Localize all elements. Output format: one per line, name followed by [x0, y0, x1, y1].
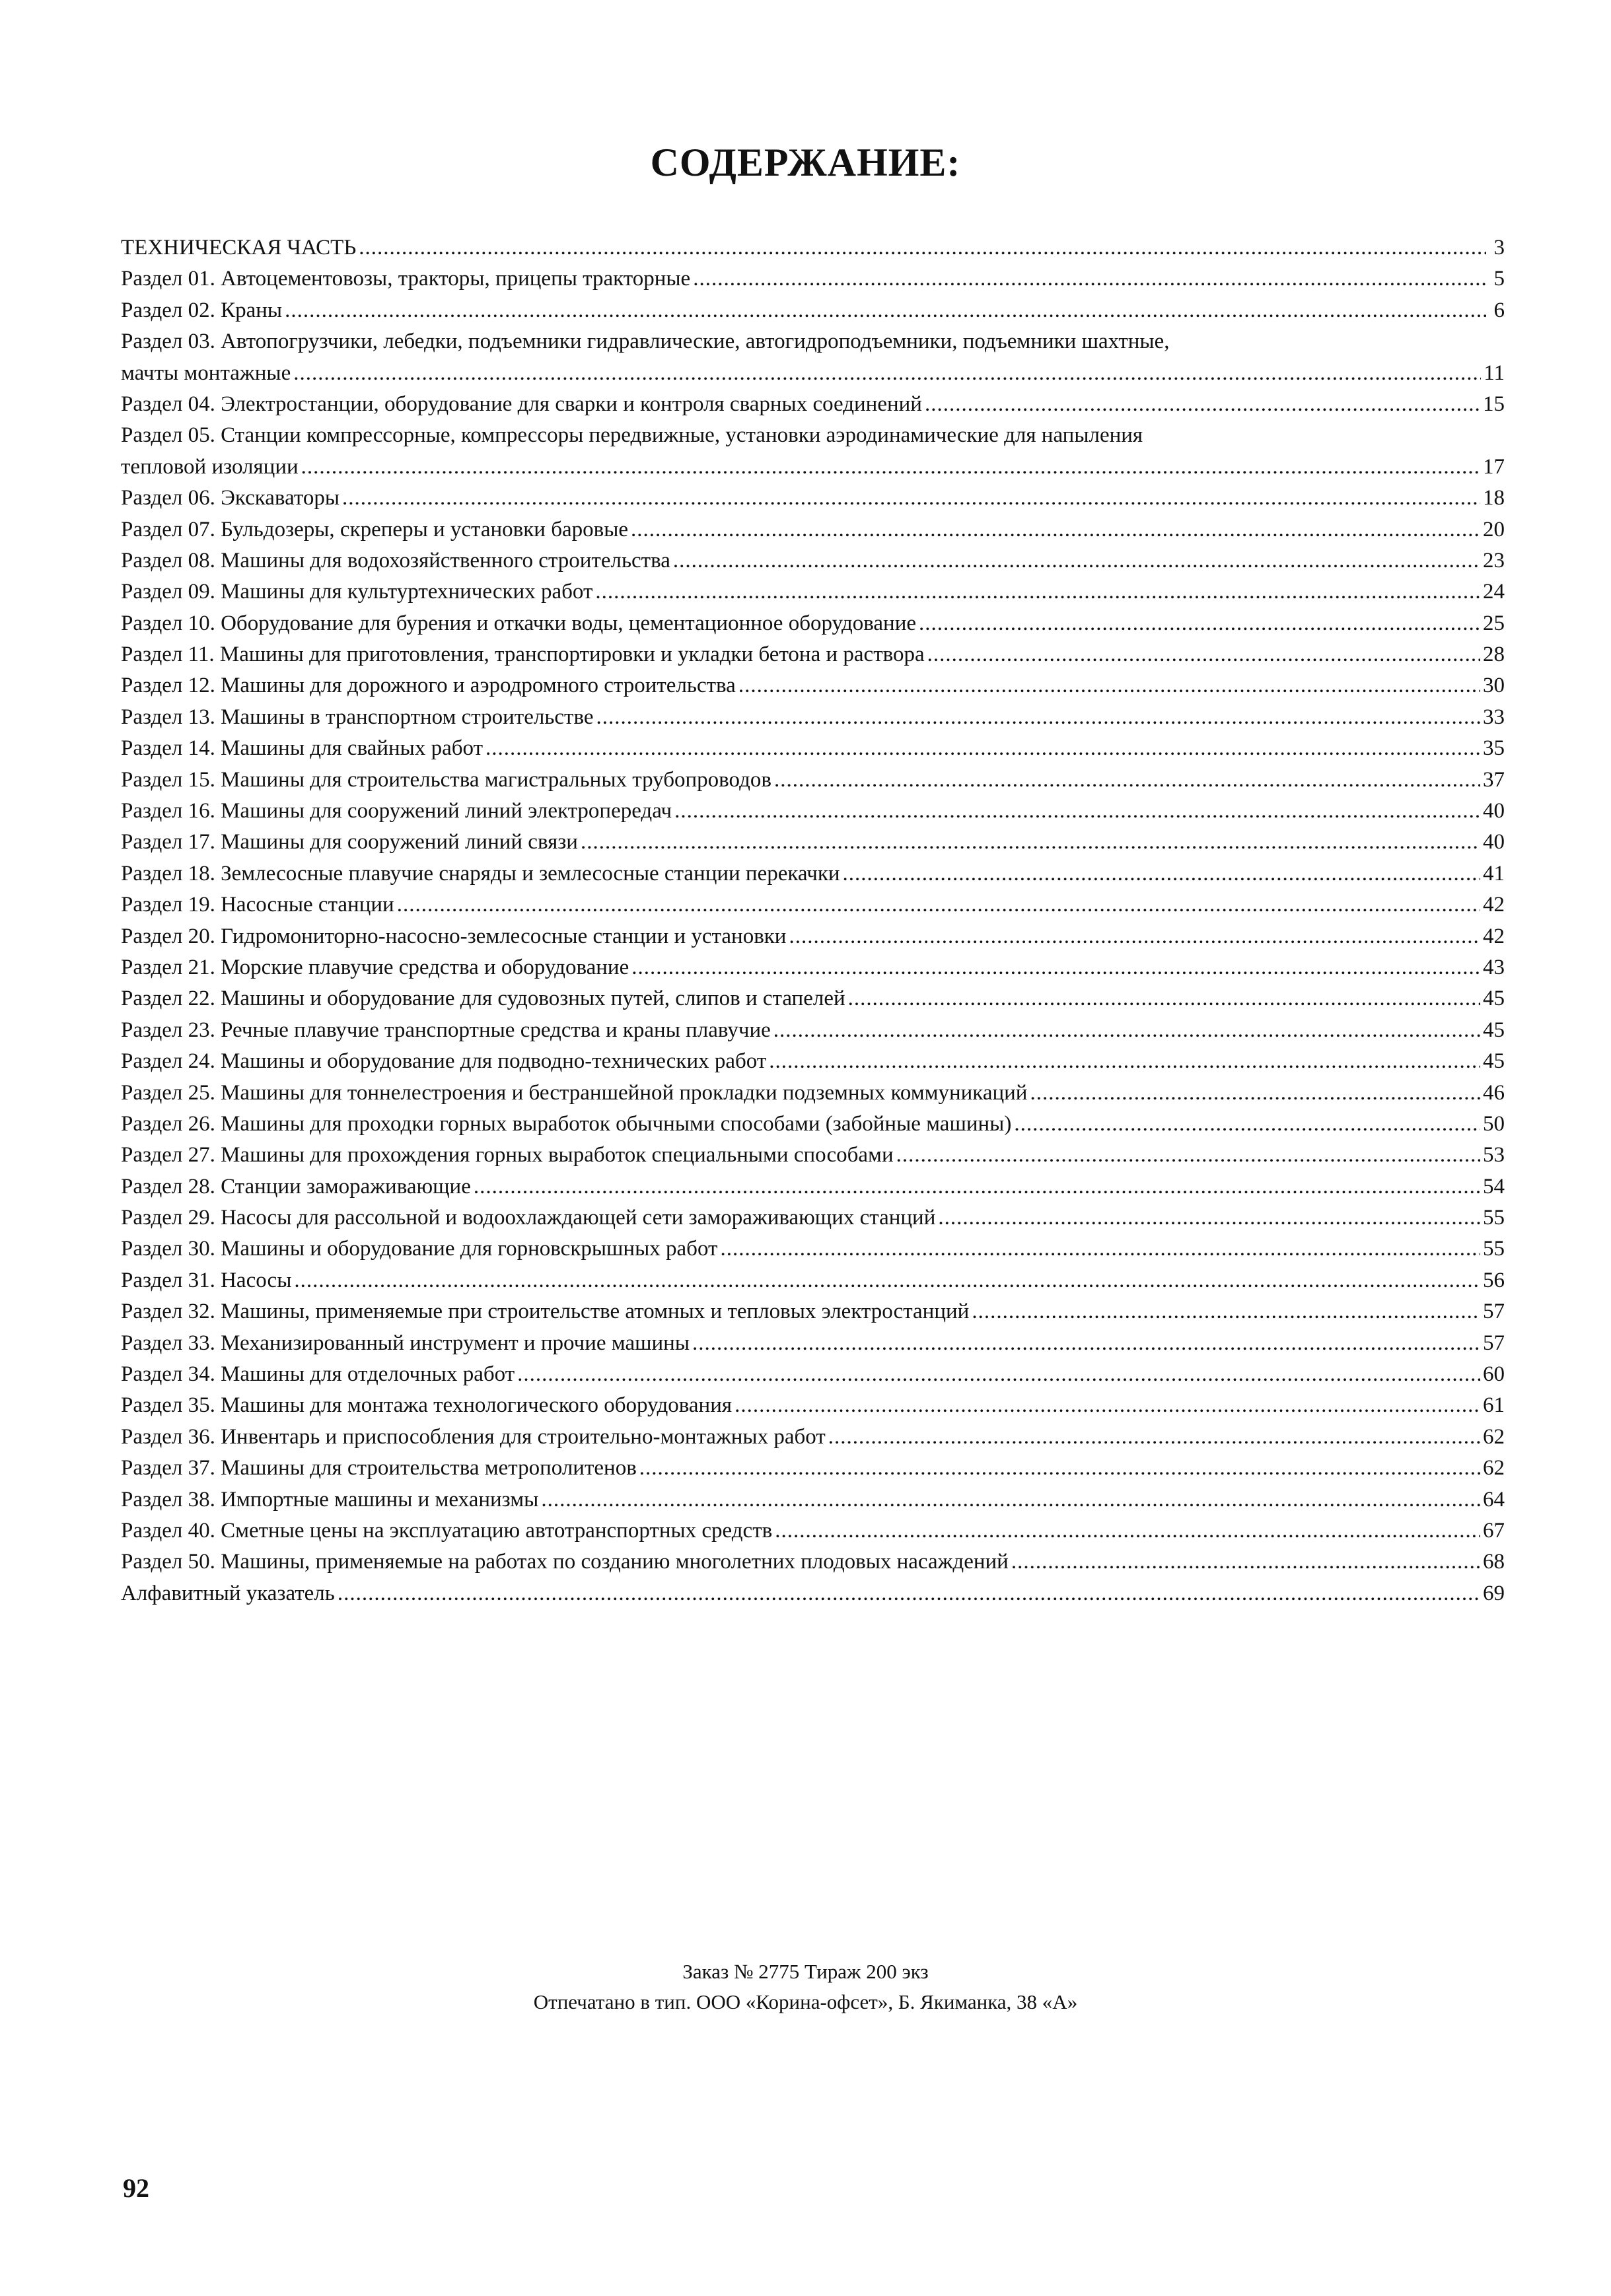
toc-entry: [121, 1484, 1505, 1515]
dot-leader: [674, 796, 1480, 827]
toc-entry-label: Раздел 34. Машины для отделочных работ: [121, 1362, 515, 1387]
toc-entry-label: Раздел 38. Импортные машины и механизмы: [121, 1487, 539, 1512]
toc-entry: [121, 796, 1505, 827]
toc-entry-label: Раздел 08. Машины для водохозяйственного строительства: [121, 548, 670, 573]
toc-entry-label: Алфавитный указатель: [121, 1581, 335, 1605]
toc-entry-page: 45: [1483, 1018, 1505, 1042]
toc-entry-page: 40: [1483, 830, 1505, 854]
dot-leader: [301, 452, 1480, 483]
toc-entry-page: 11: [1484, 361, 1505, 385]
dot-leader: [692, 1328, 1480, 1359]
dot-leader: [972, 1296, 1480, 1327]
dot-leader: [828, 1422, 1480, 1453]
toc-entry-label: Раздел 18. Землесосные плавучие снаряды и землесосные станции перекачки: [121, 861, 840, 886]
toc-entry-page: 50: [1483, 1111, 1505, 1136]
toc-entry-page: 37: [1483, 767, 1505, 792]
toc-entry: [121, 358, 1505, 389]
toc-entry-page: 25: [1483, 611, 1505, 635]
toc-entry-label: мачты монтажные: [121, 361, 291, 385]
toc-entry: [121, 295, 1505, 326]
toc-entry-page: 64: [1483, 1487, 1505, 1512]
toc-entry-page: 15: [1483, 392, 1505, 416]
toc-entry-label: Раздел 37. Машины для строительства метрополитенов: [121, 1456, 637, 1480]
toc-entry-page: 55: [1483, 1206, 1505, 1230]
toc-entry-label: Раздел 27. Машины для прохождения горных выработок специальными способами: [121, 1143, 894, 1167]
toc-entry-label: Раздел 22. Машины и оборудование для судовозных путей, слипов и стапелей: [121, 987, 845, 1011]
dot-leader: [485, 733, 1480, 764]
dot-leader: [631, 514, 1480, 545]
dot-leader: [338, 1578, 1480, 1609]
toc-entry-label: Раздел 32. Машины, применяемые при строительстве атомных и тепловых электростанций: [121, 1300, 970, 1324]
dot-leader: [631, 952, 1480, 983]
toc-entry: [121, 545, 1505, 576]
toc-entry-page: 33: [1483, 705, 1505, 729]
toc-entry: [121, 608, 1505, 639]
toc-entry: [121, 1109, 1505, 1140]
dot-leader: [774, 765, 1480, 796]
toc-entry-page: 62: [1483, 1424, 1505, 1449]
toc-entry-page: 20: [1483, 517, 1505, 541]
dot-leader: [720, 1234, 1480, 1265]
toc-entry: [121, 1015, 1505, 1046]
toc-entry-label: Раздел 14. Машины для свайных работ: [121, 736, 483, 761]
toc-entry: [121, 733, 1505, 764]
toc-entry-page: 68: [1483, 1550, 1505, 1574]
toc-entry-page: 3: [1493, 235, 1505, 260]
dot-leader: [1014, 1109, 1480, 1140]
toc-entry: [121, 670, 1505, 701]
toc-entry-label: Раздел 09. Машины для культуртехнических работ: [121, 580, 593, 604]
toc-entry-label: Раздел 10. Оборудование для бурения и откачки воды, цементационное оборудование: [121, 611, 917, 635]
toc-entry: [121, 389, 1505, 420]
dot-leader: [581, 827, 1480, 858]
toc-entry-label: Раздел 29. Насосы для рассольной и водоохлаждающей сети замораживающих станций: [121, 1206, 936, 1230]
toc-entry-page: 35: [1483, 736, 1505, 761]
toc-entry-label: Раздел 17. Машины для сооружений линий связи: [121, 830, 578, 854]
toc-entry-label: ТЕХНИЧЕСКАЯ ЧАСТЬ: [121, 235, 357, 260]
toc-entry-label: Раздел 01. Автоцементовозы, тракторы, прицепы тракторные: [121, 267, 691, 291]
dot-leader: [896, 1140, 1480, 1171]
toc-entry-label: Раздел 36. Инвентарь и приспособления для строительно-монтажных работ: [121, 1424, 826, 1449]
toc-entry-label: Раздел 28. Станции замораживающие: [121, 1174, 471, 1199]
toc-entry-page: 56: [1483, 1268, 1505, 1292]
dot-leader: [925, 389, 1480, 420]
toc-entry-label: Раздел 13. Машины в транспортном строительстве: [121, 705, 594, 729]
toc-entry-label: Раздел 26. Машины для проходки горных выработок обычными способами (забойные машины): [121, 1111, 1012, 1136]
toc-entry-page: 45: [1483, 1049, 1505, 1074]
toc-entry-label: Раздел 30. Машины и оборудование для горновскрышных работ: [121, 1237, 718, 1261]
toc-entry-label: Раздел 35. Машины для монтажа технологического оборудования: [121, 1393, 733, 1418]
dot-leader: [1030, 1078, 1480, 1109]
toc-entry-page: 62: [1483, 1456, 1505, 1480]
toc-entry: [121, 1234, 1505, 1265]
toc-entry-label: Раздел 25. Машины для тоннелестроения и бестраншейной прокладки подземных коммуникаций: [121, 1080, 1028, 1105]
toc-entry-label: Раздел 23. Речные плавучие транспортные средства и краны плавучие: [121, 1018, 771, 1042]
toc-entry: [121, 483, 1505, 514]
toc-entry-page: 61: [1483, 1393, 1505, 1418]
dot-leader: [734, 1390, 1480, 1421]
toc-entry: [121, 1202, 1505, 1234]
toc-entry-label: Раздел 02. Краны: [121, 298, 283, 322]
toc-entry-page: 5: [1493, 267, 1505, 291]
toc-entry-label: Раздел 20. Гидромониторно-насосно-землесосные станции и установки: [121, 924, 787, 948]
toc-entry: [121, 827, 1505, 858]
toc-entry: [121, 983, 1505, 1014]
toc-entry-label: Раздел 12. Машины для дорожного и аэродромного строительства: [121, 674, 736, 698]
dot-leader: [342, 483, 1480, 514]
dot-leader: [397, 889, 1480, 921]
toc-entry: [121, 952, 1505, 983]
toc-entry-label: Раздел 05. Станции компрессорные, компрессоры передвижные, установки аэродинамические для напыления: [121, 423, 1143, 448]
dot-leader: [927, 639, 1480, 670]
dot-leader: [769, 1046, 1480, 1077]
toc-entry: [121, 1046, 1505, 1077]
toc-entry-label: Раздел 07. Бульдозеры, скреперы и установки баровые: [121, 517, 629, 541]
toc-entry-label: тепловой изоляции: [121, 454, 299, 479]
dot-leader: [517, 1359, 1480, 1390]
toc-entry-label: Раздел 03. Автопогрузчики, лебедки, подъемники гидравлические, автогидроподъемники, подъемники шахтные,: [121, 330, 1170, 354]
toc-entry: [121, 1359, 1505, 1390]
toc-entry-label: Раздел 24. Машины и оборудование для подводно-технических работ: [121, 1049, 767, 1074]
toc-entry-page: 60: [1483, 1362, 1505, 1387]
dot-leader: [848, 983, 1480, 1014]
dot-leader: [789, 921, 1480, 952]
toc-entry-page: 42: [1483, 893, 1505, 917]
dot-leader: [541, 1484, 1480, 1515]
dot-leader: [596, 702, 1480, 733]
dot-leader: [294, 1265, 1480, 1296]
toc-entry-page: 30: [1483, 674, 1505, 698]
toc-entry: [121, 1171, 1505, 1202]
toc-entry-label: Раздел 16. Машины для сооружений линий электропередач: [121, 799, 672, 823]
toc-entry-page: 53: [1483, 1143, 1505, 1167]
printer-info: Отпечатано в тип. ООО «Корина-офсет», Б. Якиманка, 38 «А»: [533, 1990, 1078, 2013]
toc-entry: [121, 921, 1505, 952]
toc-entry-label: Раздел 04. Электростанции, оборудование для сварки и контроля сварных соединений: [121, 392, 922, 416]
page-number: 92: [123, 2173, 149, 2203]
page-title: СОДЕРЖАНИЕ:: [650, 141, 961, 184]
toc-entry: [121, 1578, 1505, 1609]
toc-entry: [121, 1390, 1505, 1421]
dot-leader: [595, 576, 1480, 608]
toc-entry-page: 28: [1483, 643, 1505, 667]
toc-entry-page: 23: [1483, 548, 1505, 573]
toc-entry-line: [121, 420, 1505, 451]
toc-entry-page: 45: [1483, 987, 1505, 1011]
toc-entry-label: Раздел 11. Машины для приготовления, транспортировки и укладки бетона и раствора: [121, 643, 925, 667]
toc-entry-page: 18: [1483, 486, 1505, 510]
toc-entry-label: Раздел 06. Экскаваторы: [121, 486, 340, 510]
dot-leader: [773, 1015, 1480, 1046]
toc-entry: [121, 1296, 1505, 1327]
toc-entry-label: Раздел 31. Насосы: [121, 1268, 292, 1292]
toc-entry: [121, 1453, 1505, 1484]
toc-entry: [121, 1265, 1505, 1296]
toc-entry-label: Раздел 50. Машины, применяемые на работах по созданию многолетних плодовых насаждений: [121, 1550, 1009, 1574]
dot-leader: [938, 1202, 1480, 1234]
dot-leader: [738, 670, 1480, 701]
toc-entry-page: 46: [1483, 1080, 1505, 1105]
toc-entry-label: Раздел 15. Машины для строительства магистральных трубопроводов: [121, 767, 771, 792]
dot-leader: [919, 608, 1480, 639]
toc-entry: [121, 702, 1505, 733]
dot-leader: [359, 232, 1486, 263]
toc-entry: [121, 1515, 1505, 1547]
toc-entry: [121, 263, 1505, 295]
toc-entry-page: 42: [1483, 924, 1505, 948]
toc-entry-page: 17: [1483, 454, 1505, 479]
toc-entry: [121, 889, 1505, 921]
toc-entry-page: 69: [1483, 1581, 1505, 1605]
toc-entry-page: 57: [1483, 1331, 1505, 1355]
dot-leader: [843, 858, 1480, 889]
dot-leader: [693, 263, 1486, 295]
toc-entry-label: Раздел 33. Механизированный инструмент и прочие машины: [121, 1331, 690, 1355]
dot-leader: [775, 1515, 1480, 1547]
toc-entry: [121, 639, 1505, 670]
toc-entry: [121, 1547, 1505, 1578]
toc-entry-label: Раздел 19. Насосные станции: [121, 893, 394, 917]
toc-entry-page: 43: [1483, 955, 1505, 979]
dot-leader: [293, 358, 1481, 389]
dot-leader: [474, 1171, 1480, 1202]
toc-entry: [121, 514, 1505, 545]
toc-entry: [121, 576, 1505, 608]
dot-leader: [673, 545, 1480, 576]
toc-entry: [121, 1328, 1505, 1359]
toc-entry-page: 24: [1483, 580, 1505, 604]
toc-entry-page: 41: [1483, 861, 1505, 886]
toc-entry: [121, 1422, 1505, 1453]
toc-entry: [121, 765, 1505, 796]
toc-entry-page: 57: [1483, 1300, 1505, 1324]
dot-leader: [285, 295, 1486, 326]
toc-entry-page: 6: [1493, 298, 1505, 322]
toc-entry-line: [121, 326, 1505, 357]
toc-entry-page: 54: [1483, 1174, 1505, 1199]
toc-entry: [121, 858, 1505, 889]
toc-entry-page: 55: [1483, 1237, 1505, 1261]
print-order-info: Заказ № 2775 Тираж 200 экз: [682, 1960, 929, 1983]
toc-entry: [121, 1140, 1505, 1171]
toc-entry: [121, 452, 1505, 483]
toc-entry-page: 67: [1483, 1519, 1505, 1543]
toc-entry-label: Раздел 40. Сметные цены на эксплуатацию автотранспортных средств: [121, 1519, 773, 1543]
toc-entry: [121, 232, 1505, 263]
dot-leader: [1011, 1547, 1480, 1578]
toc-entry: [121, 1078, 1505, 1109]
toc-entry-label: Раздел 21. Морские плавучие средства и оборудование: [121, 955, 629, 979]
table-of-contents: [121, 232, 1505, 1609]
toc-entry-page: 40: [1483, 799, 1505, 823]
dot-leader: [639, 1453, 1480, 1484]
